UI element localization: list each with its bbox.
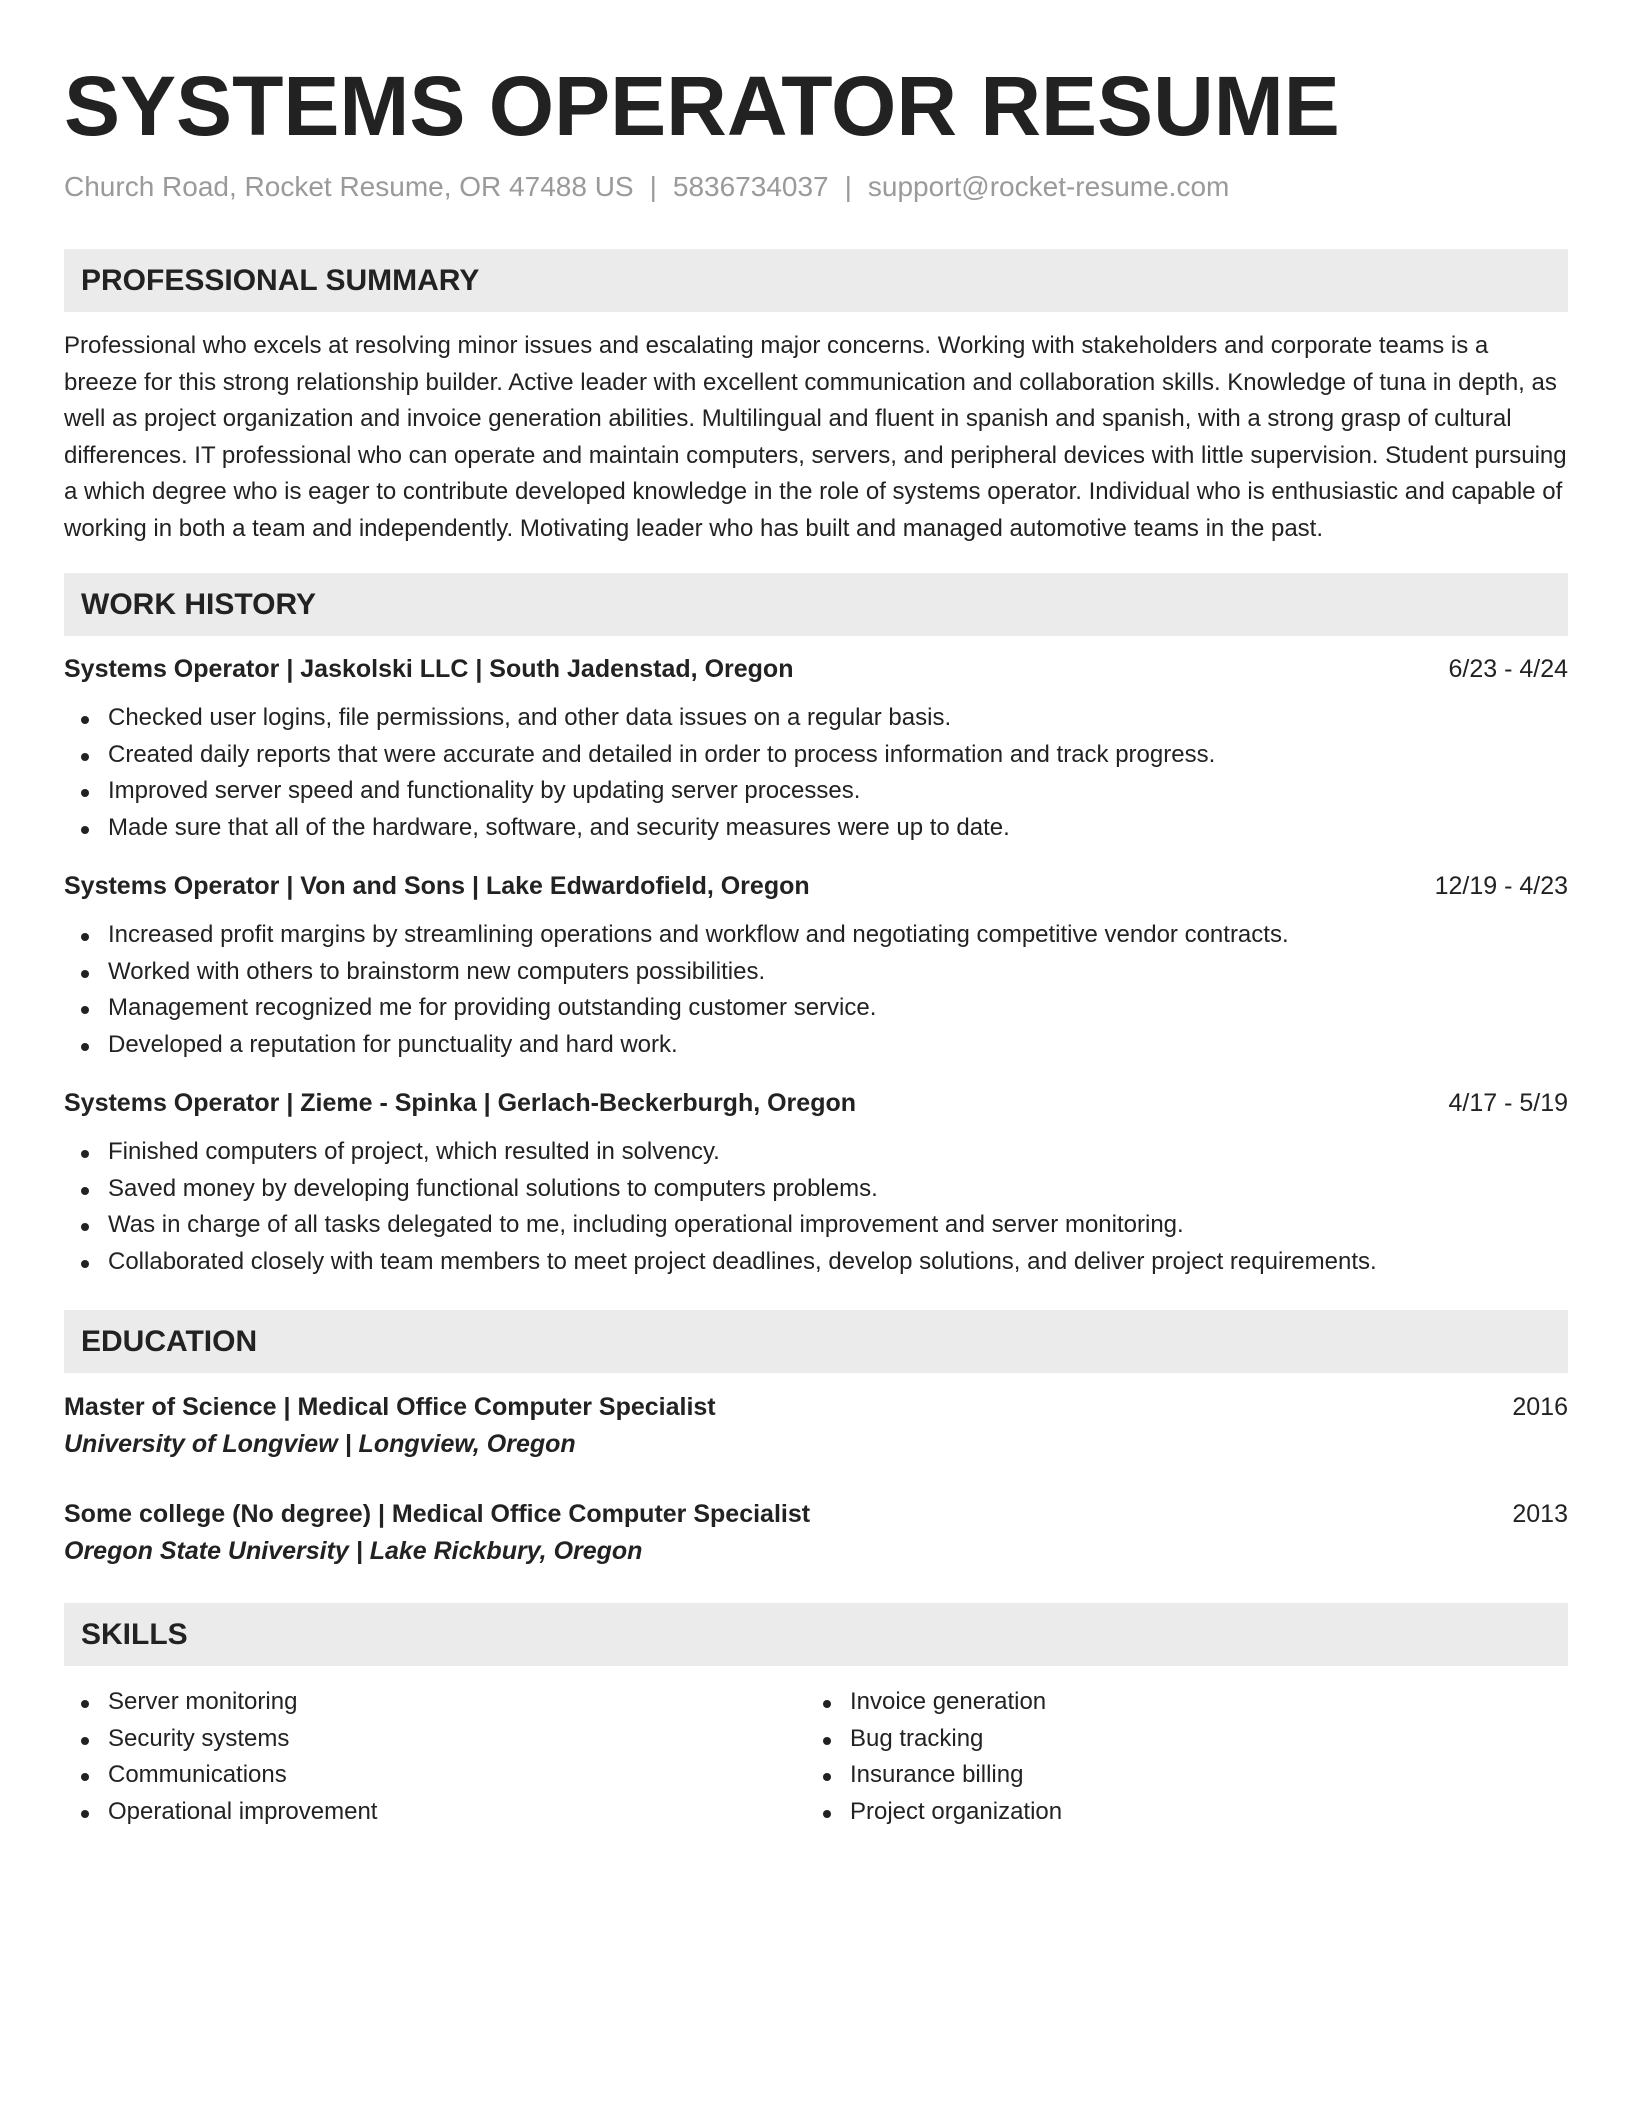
job-bullet: Created daily reports that were accurate and detailed in order to process information and track progress.	[64, 737, 1568, 774]
skill-item: Security systems	[64, 1721, 806, 1758]
job-bullet: Finished computers of project, which resulted in solvency.	[64, 1134, 1568, 1171]
job-title: Systems Operator | Jaskolski LLC | South Jadenstad, Oregon	[64, 655, 794, 683]
job-bullet: Saved money by developing functional solutions to computers problems.	[64, 1171, 1568, 1208]
job-bullet: Worked with others to brainstorm new computers possibilities.	[64, 954, 1568, 991]
job-bullet: Developed a reputation for punctuality and hard work.	[64, 1027, 1568, 1064]
summary-text: Professional who excels at resolving minor issues and escalating major concerns. Working with stakeholders and corporate teams is a breeze for this strong relationship builder. Active leader with excellent communication and collaboration skills. Knowledge of tuna in depth, as well as project organization and invoice generation abilities. Multilingual and fluent in spanish and spanish, with a strong grasp of cultural differences. IT professional who can operate and maintain computers, servers, and peripheral devices with little supervision. Student pursuing a which degree who is eager to contribute developed knowledge in the role of systems operator. Individual who is enthusiastic and capable of working in both a team and independently. Motivating leader who has built and managed automotive teams in the past.	[64, 332, 1567, 542]
contact-separator: |	[649, 171, 657, 202]
education-header	[64, 1496, 1568, 1532]
education-year: 2016	[1512, 1393, 1568, 1421]
resume-title: SYSTEMS OPERATOR RESUME	[64, 59, 1340, 153]
skill-item: Operational improvement	[64, 1794, 806, 1831]
skills-column-left	[64, 1684, 806, 1830]
section-header-skills: SKILLS	[64, 1603, 1568, 1666]
job-dates: 12/19 - 4/23	[1434, 872, 1568, 900]
job-bullet: Was in charge of all tasks delegated to me, including operational improvement and server monitoring.	[64, 1207, 1568, 1244]
education-school: University of Longview | Longview, Oregon	[64, 1430, 576, 1458]
education-degree: Master of Science | Medical Office Computer Specialist	[64, 1393, 716, 1421]
job-bullets	[64, 917, 1568, 1063]
job-header	[64, 1086, 1568, 1120]
skill-item: Server monitoring	[64, 1684, 806, 1721]
skills-list	[64, 1670, 1568, 1830]
skills-column-right	[806, 1684, 1548, 1830]
contact-separator: |	[844, 171, 852, 202]
contact-phone: 5836734037	[672, 171, 829, 202]
job-bullets	[64, 1134, 1568, 1280]
contact-address: Church Road, Rocket Resume, OR 47488 US	[64, 171, 634, 202]
education-entry	[64, 1389, 1568, 1463]
job-bullet: Management recognized me for providing outstanding customer service.	[64, 990, 1568, 1027]
job-dates: 6/23 - 4/24	[1448, 655, 1568, 683]
skill-item: Project organization	[806, 1794, 1548, 1831]
skill-item: Invoice generation	[806, 1684, 1548, 1721]
job-bullet: Increased profit margins by streamlining operations and workflow and negotiating competitive vendor contracts.	[64, 917, 1568, 954]
education-entry	[64, 1496, 1568, 1570]
job-bullet: Improved server speed and functionality by updating server processes.	[64, 773, 1568, 810]
skill-item: Insurance billing	[806, 1757, 1548, 1794]
education-header	[64, 1389, 1568, 1425]
job-bullets	[64, 700, 1568, 846]
job-header	[64, 652, 1568, 686]
education-year: 2013	[1512, 1500, 1568, 1528]
job-title: Systems Operator | Zieme - Spinka | Gerlach-Beckerburgh, Oregon	[64, 1089, 857, 1117]
contact-line	[64, 170, 1568, 204]
section-header-work-history: WORK HISTORY	[64, 573, 1568, 636]
education-school: Oregon State University | Lake Rickbury, Oregon	[64, 1537, 643, 1565]
section-header-education: EDUCATION	[64, 1310, 1568, 1373]
job-title: Systems Operator | Von and Sons | Lake Edwardofield, Oregon	[64, 872, 810, 900]
job-dates: 4/17 - 5/19	[1448, 1089, 1568, 1117]
contact-email: support@rocket-resume.com	[867, 171, 1230, 202]
job-bullet: Made sure that all of the hardware, software, and security measures were up to date.	[64, 810, 1568, 847]
skill-item: Bug tracking	[806, 1721, 1548, 1758]
job-entry	[64, 1086, 1568, 1280]
job-header	[64, 869, 1568, 903]
job-bullet: Checked user logins, file permissions, and other data issues on a regular basis.	[64, 700, 1568, 737]
job-bullet: Collaborated closely with team members to meet project deadlines, develop solutions, and deliver project requirements.	[64, 1244, 1568, 1281]
section-header-summary: PROFESSIONAL SUMMARY	[64, 249, 1568, 312]
skill-item: Communications	[64, 1757, 806, 1794]
job-entry	[64, 869, 1568, 1063]
education-degree: Some college (No degree) | Medical Office Computer Specialist	[64, 1500, 811, 1528]
job-entry	[64, 652, 1568, 846]
